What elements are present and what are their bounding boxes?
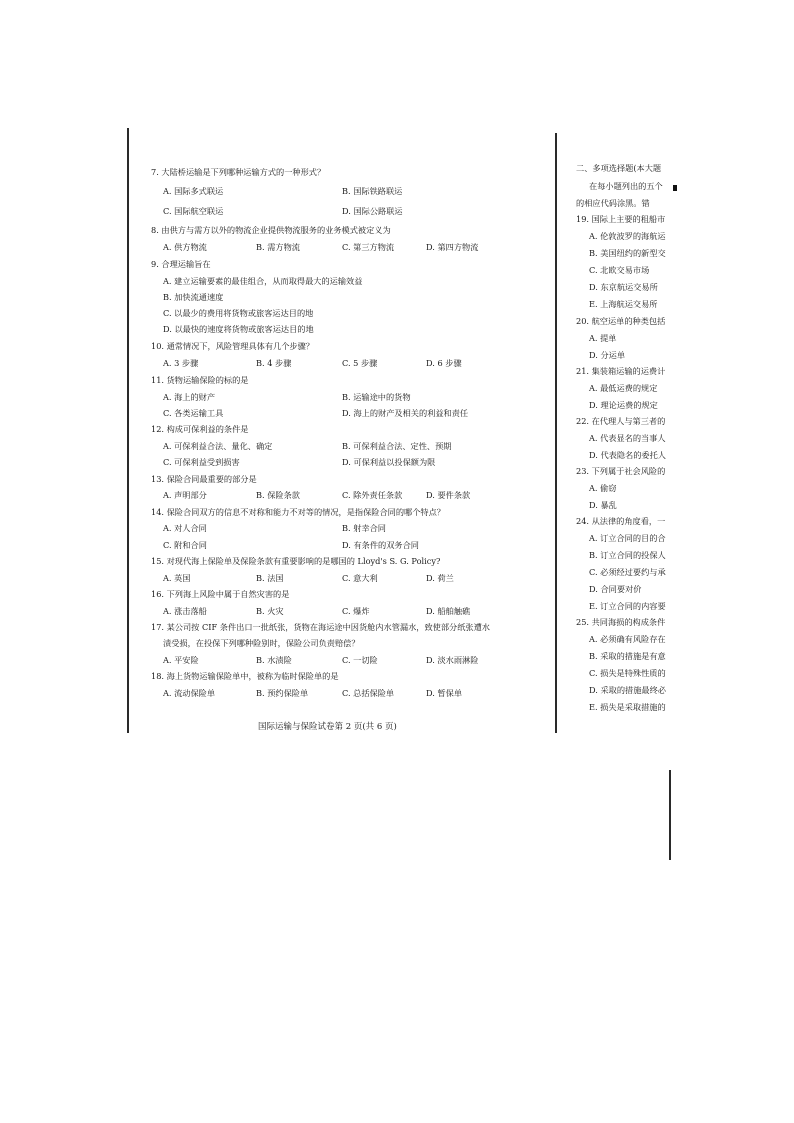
q16-option-d: D. 船舶触礁 [426,606,471,616]
q9-option-d: D. 以最快的速度将货物或旅客运达目的地 [163,324,314,334]
q15-stem: 15. 对现代海上保险单及保险条款有重要影响的是哪国的 Lloyd's S. G. Policy? [151,556,441,566]
q15-option-c: C. 意大利 [342,573,378,583]
q14-option-a: A. 对人合同 [163,523,207,533]
q24-option-d: D. 合同要对价 [589,584,642,594]
q16-option-a: A. 涨击落船 [163,606,207,616]
q24-stem: 24. 从法律的角度看，一 [576,516,666,526]
q13-option-b: B. 保险条款 [256,490,300,500]
q7-option-b: B. 国际铁路联运 [342,186,403,196]
q9-stem: 9. 合理运输旨在 [151,259,211,269]
q22-option-d: D. 代表隐名的委托人 [589,450,666,460]
q18-option-d: D. 暂保单 [426,688,463,698]
q7-option-c: C. 国际航空联运 [163,206,224,216]
q17-option-c: C. 一切险 [342,655,378,665]
q20-stem: 20. 航空运单的种类包括 [576,316,666,326]
q14-option-b: B. 射幸合同 [342,523,386,533]
q7-option-a: A. 国际多式联运 [163,186,224,196]
section-two-heading-line-1: 二、多项选择题(本大题 [576,163,662,173]
q25-stem: 25. 共同海损的构成条件 [576,617,666,627]
q20-option-d: D. 分运单 [589,350,626,360]
q21-option-a: A. 最低运费的规定 [589,383,658,393]
section-two-heading-line-3: 的相应代码涂黑。错 [576,198,650,208]
q12-option-c: C. 可保利益受到损害 [163,457,240,467]
q15-option-a: A. 英国 [163,573,191,583]
q19-stem: 19. 国际上主要的租船市 [576,214,666,224]
q19-option-a: A. 伦敦波罗的海航运 [589,231,666,241]
q16-option-b: B. 火灾 [256,606,284,616]
q14-stem: 14. 保险合同双方的信息不对称和能力不对等的情况，是指保险合同的哪个特点？ [151,507,445,517]
q18-option-a: A. 流动保险单 [163,688,216,698]
q10-option-b: B. 4 步骤 [256,358,292,368]
q19-option-c: C. 北欧交易市场 [589,265,650,275]
q19-option-b: B. 美国纽约的新型交 [589,248,666,258]
q24-option-e: E. 订立合同的内容要 [589,601,666,611]
q12-stem: 12. 构成可保利益的条件是 [151,424,249,434]
q16-stem: 16. 下列海上风险中属于自然灾害的是 [151,589,290,599]
q10-option-c: C. 5 步骤 [342,358,378,368]
q8-option-a: A. 供方物流 [163,242,207,252]
q24-option-a: A. 订立合同的目的合 [589,533,666,543]
q8-option-d: D. 第四方物流 [426,242,479,252]
q18-stem: 18. 海上货物运输保险单中，被称为临时保险单的是 [151,671,339,681]
q11-option-b: B. 运输途中的货物 [342,392,411,402]
q17-stem-line-2: 渍受损，在投保下列哪种险别时，保险公司负责赔偿？ [163,638,360,648]
q17-option-d: D. 淡水雨淋险 [426,655,479,665]
q8-stem: 8. 由供方与需方以外的物流企业提供物流服务的业务模式被定义为 [151,225,391,235]
q11-stem: 11. 货物运输保险的标的是 [151,375,249,385]
section-two-heading-line-2: 在每小题列出的五个 [589,181,663,191]
q14-option-c: C. 附和合同 [163,540,207,550]
q12-option-d: D. 可保利益以投保额为限 [342,457,436,467]
q23-option-a: A. 偷窃 [589,483,617,493]
q21-stem: 21. 集装箱运输的运费计 [576,366,666,376]
q9-option-c: C. 以最少的费用将货物或旅客运达目的地 [163,308,314,318]
q11-option-d: D. 海上的财产及相关的利益和责任 [342,408,469,418]
q22-option-a: A. 代表显名的当事人 [589,433,666,443]
q16-option-c: C. 爆炸 [342,606,370,616]
q17-stem-line-1: 17. 某公司按 CIF 条件出口一批纸张，货物在海运途中因货舱内水管漏水，致使部分纸张遭水 [151,622,490,632]
q25-option-c: C. 损失是特殊性质的 [589,668,666,678]
q14-option-d: D. 有条件的双务合同 [342,540,419,550]
q7-stem: 7. 大陆桥运输是下列哪种运输方式的一种形式？ [151,167,326,177]
q21-option-d: D. 理论运费的规定 [589,400,658,410]
q12-option-a: A. 可保利益合法、量化、确定 [163,441,273,451]
q11-option-c: C. 各类运输工具 [163,408,224,418]
q7-option-d: D. 国际公路联运 [342,206,403,216]
q18-option-c: C. 总括保险单 [342,688,395,698]
q23-option-d: D. 暴乱 [589,500,617,510]
q10-stem: 10. 通常情况下，风险管理具体有几个步骤？ [151,341,314,351]
q18-option-b: B. 预约保险单 [256,688,309,698]
q10-option-a: A. 3 步骤 [163,358,199,368]
page-footer: 国际运输与保险试卷第 2 页(共 6 页) [258,722,397,732]
q13-option-a: A. 声明部分 [163,490,207,500]
q10-option-d: D. 6 步骤 [426,358,462,368]
q24-option-c: C. 必须经过要约与承 [589,567,666,577]
right-page-edge-line [669,770,671,860]
q15-option-b: B. 法国 [256,573,284,583]
q17-option-a: A. 平安险 [163,655,199,665]
q23-stem: 23. 下列属于社会风险的 [576,466,666,476]
q19-option-e: E. 上海航运交易所 [589,299,658,309]
q13-option-d: D. 要件条款 [426,490,471,500]
q25-option-d: D. 采取的措施最终必 [589,685,666,695]
q19-option-d: D. 东京航运交易所 [589,282,658,292]
q9-option-a: A. 建立运输要素的最佳组合，从而取得最大的运输效益 [163,276,363,286]
q22-stem: 22. 在代理人与第三者的 [576,416,666,426]
q13-option-c: C. 除外责任条款 [342,490,403,500]
q25-option-b: B. 采取的措施是有意 [589,651,666,661]
q25-option-a: A. 必须确有风险存在 [589,634,666,644]
q11-option-a: A. 海上的财产 [163,392,216,402]
q12-option-b: B. 可保利益合法、定性、预期 [342,441,452,451]
q8-option-c: C. 第三方物流 [342,242,395,252]
center-fold-line [555,133,557,733]
left-page-edge-line [127,128,129,733]
scan-mark-dot [673,185,677,191]
q20-option-a: A. 提单 [589,333,617,343]
q15-option-d: D. 荷兰 [426,573,454,583]
q9-option-b: B. 加快流通速度 [163,292,224,302]
q13-stem: 13. 保险合同最重要的部分是 [151,474,257,484]
q25-option-e: E. 损失是采取措施的 [589,702,666,712]
q24-option-b: B. 订立合同的投保人 [589,550,666,560]
q17-option-b: B. 水渍险 [256,655,292,665]
right-crop-mask [673,150,794,730]
q8-option-b: B. 需方物流 [256,242,300,252]
